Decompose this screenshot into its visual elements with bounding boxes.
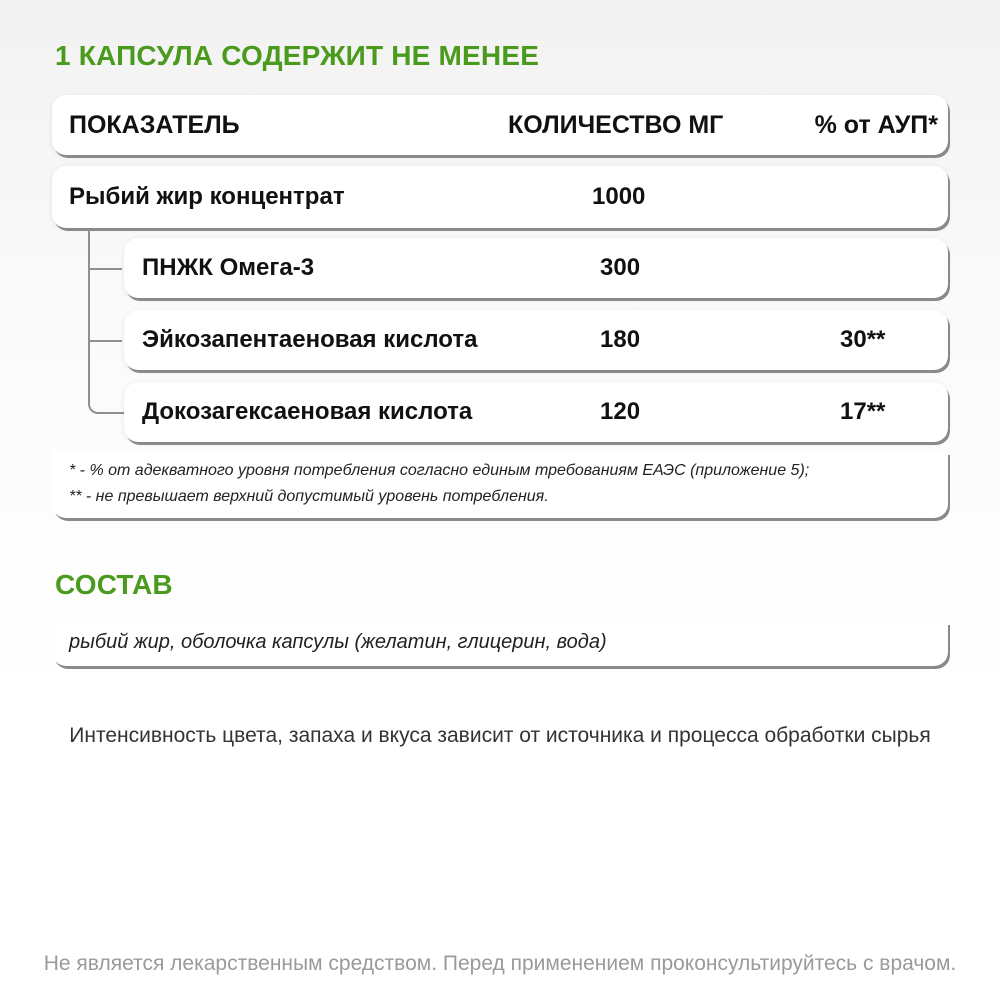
footnote-1: * - % от адекватного уровня потребления согласно единым требованиям ЕАЭС (приложение 5); — [69, 462, 810, 479]
tree-connector-line — [88, 230, 90, 400]
composition-text: рыбий жир, оболочка капсулы (желатин, глицерин, вода) — [69, 631, 607, 653]
row-percent: 17** — [840, 398, 886, 425]
table-header — [52, 95, 948, 155]
table-row-fish-oil — [52, 166, 948, 228]
section-title-content: 1 КАПСУЛА СОДЕРЖИТ НЕ МЕНЕЕ — [55, 40, 540, 71]
section-title-composition: СОСТАВ — [55, 569, 173, 600]
header-amount: КОЛИЧЕСТВО МГ — [508, 110, 724, 139]
tree-connector-tick — [88, 268, 122, 270]
row-name: Эйкозапентаеновая кислота — [142, 326, 478, 353]
table-row-omega3 — [124, 238, 948, 298]
row-percent: 30** — [840, 326, 886, 353]
footnote-2: ** - не превышает верхний допустимый уровень потребления. — [69, 488, 549, 505]
disclaimer: Не является лекарственным средством. Перед применением проконсультируйтесь с врачом. — [43, 952, 957, 975]
tree-connector-tick — [88, 340, 122, 342]
row-amount: 120 — [600, 398, 641, 425]
table-row-dha — [124, 382, 948, 442]
intensity-note: Интенсивность цвета, запаха и вкуса зависит от источника и процесса обработки сырья — [69, 724, 931, 747]
table-row-epa — [124, 310, 948, 370]
header-percent: % от АУП* — [814, 110, 938, 139]
row-amount: 300 — [600, 254, 641, 281]
row-name: Докозагексаеновая кислота — [142, 398, 473, 425]
tree-connector-corner — [88, 398, 124, 414]
row-amount: 180 — [600, 326, 641, 353]
footnotes-box — [52, 452, 948, 518]
composition-box — [52, 622, 948, 666]
header-indicator: ПОКАЗАТЕЛЬ — [69, 110, 240, 139]
row-name: Рыбий жир концентрат — [69, 183, 345, 210]
row-amount: 1000 — [592, 183, 646, 210]
row-name: ПНЖК Омега-3 — [142, 254, 315, 281]
